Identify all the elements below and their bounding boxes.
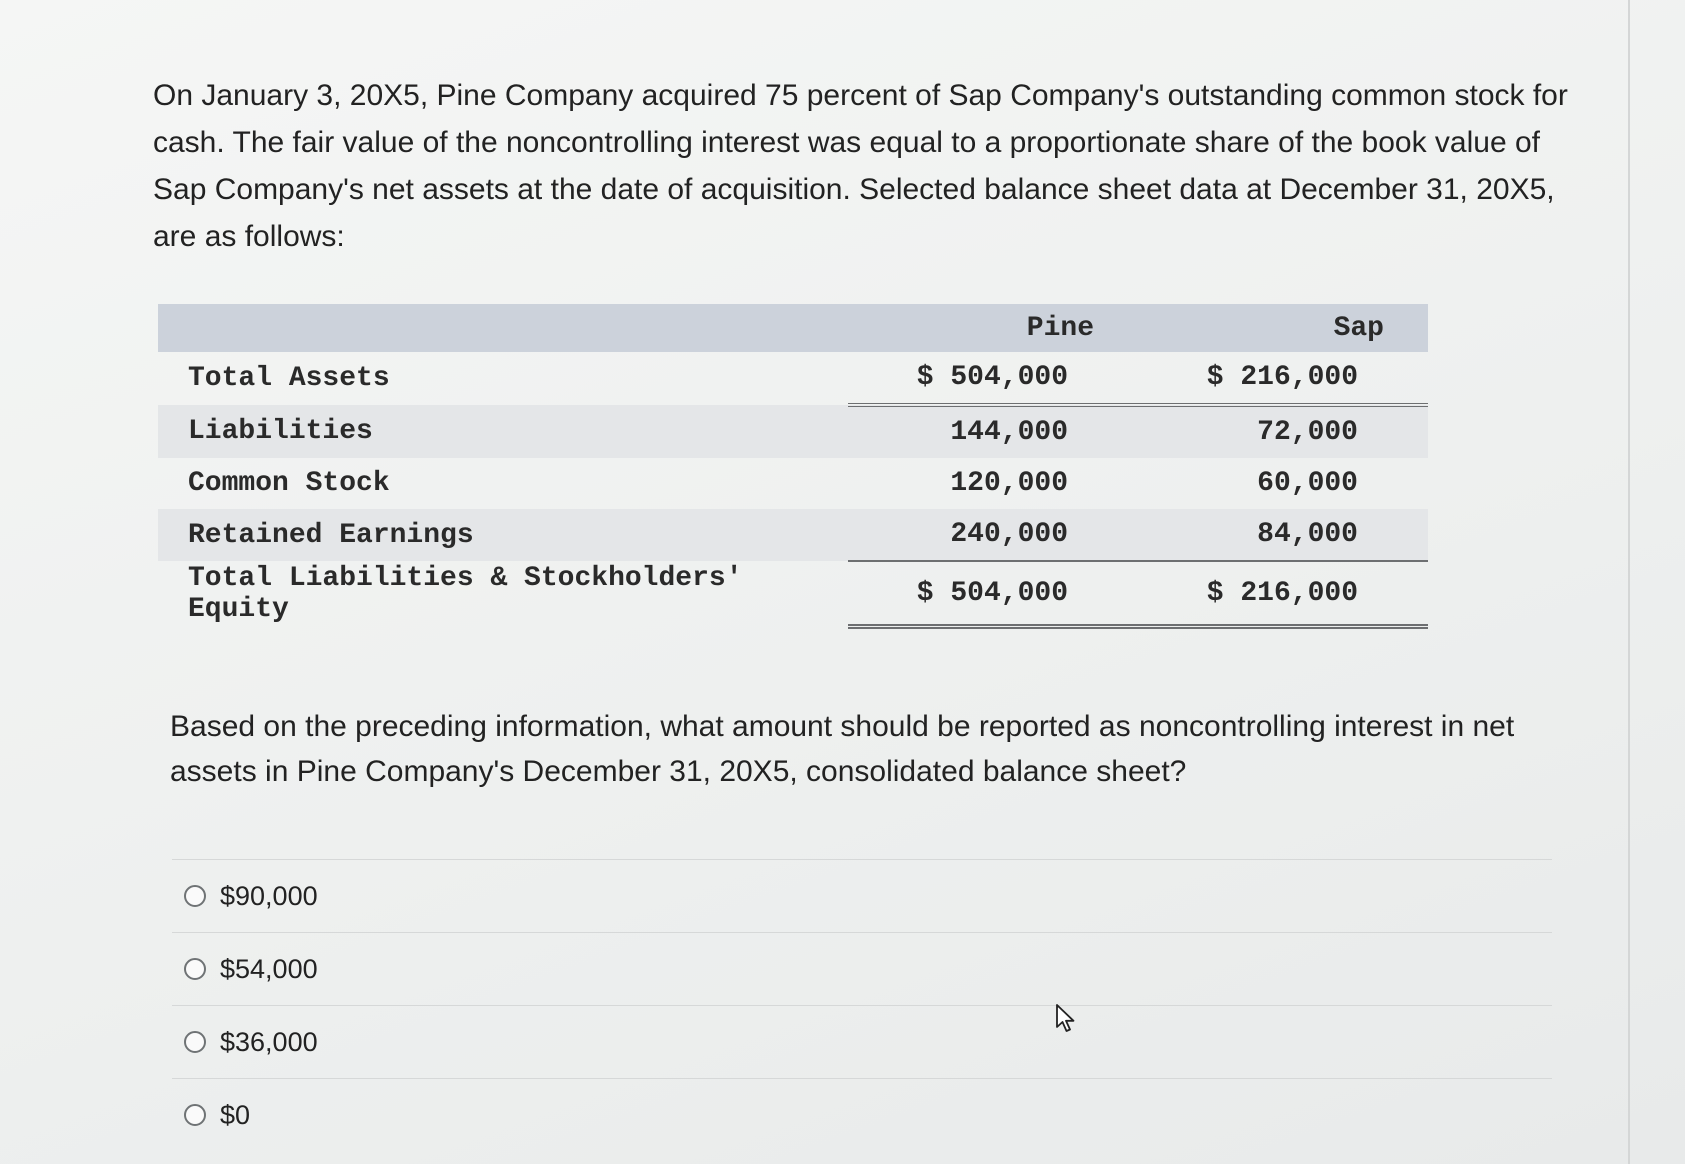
- sap-value: 84,000: [1138, 509, 1428, 561]
- header-label-cell: [158, 304, 848, 352]
- radio-button[interactable]: [184, 1104, 206, 1126]
- pine-value: 240,000: [848, 509, 1138, 561]
- row-label: Total Assets: [188, 363, 390, 394]
- sap-value: 72,000: [1138, 405, 1428, 458]
- row-label: Common Stock: [188, 468, 390, 499]
- question-intro: On January 3, 20X5, Pine Company acquired 75 percent of Sap Company's outstanding common stock for cash. The fair value of the noncontrolling interest was equal to a proportionate share of the book value of Sap Company's net assets at the date of acquisition. Selected balance sheet data at December 31, 20X5, are as follows:: [153, 79, 1568, 253]
- question-prompt: Based on the preceding information, what amount should be reported as noncontrolling interest in net assets in Pine Company's December 31, 20X5, consolidated balance sheet?: [170, 710, 1515, 788]
- pine-value: $ 504,000: [848, 561, 1138, 627]
- table-row-retained-earnings: [158, 509, 1428, 561]
- answer-label[interactable]: $36,000: [220, 1026, 318, 1057]
- row-label: Retained Earnings: [158, 509, 848, 561]
- pine-value: 144,000: [848, 405, 1138, 458]
- sap-value: $ 216,000: [1138, 561, 1428, 627]
- row-label: Liabilities: [158, 405, 848, 458]
- answer-label[interactable]: $54,000: [220, 953, 318, 984]
- pine-value: $ 504,000: [848, 352, 1138, 405]
- balance-sheet-table: [158, 304, 1428, 629]
- answer-label[interactable]: $90,000: [220, 880, 318, 911]
- radio-button[interactable]: [184, 1031, 206, 1053]
- answer-option-54000[interactable]: [172, 932, 1552, 1005]
- answer-option-0[interactable]: [172, 1078, 1552, 1151]
- pine-value: 120,000: [950, 468, 1068, 499]
- table-row-total-assets: [158, 352, 1428, 405]
- radio-button[interactable]: [184, 958, 206, 980]
- header-pine: Pine: [848, 304, 1138, 352]
- radio-button[interactable]: [184, 885, 206, 907]
- sap-value: $ 216,000: [1138, 352, 1428, 405]
- answer-options: [172, 859, 1552, 1151]
- page-right-border: [1628, 0, 1630, 1164]
- answer-option-90000[interactable]: [172, 859, 1552, 932]
- table-row-common-stock: [158, 458, 1428, 509]
- sap-value: 60,000: [1257, 468, 1358, 499]
- table-header-row: [158, 304, 1428, 352]
- answer-label[interactable]: $0: [220, 1099, 251, 1130]
- header-sap: Sap: [1138, 304, 1428, 352]
- table-row-liabilities: [158, 405, 1428, 458]
- mouse-pointer-icon: [1055, 1003, 1077, 1033]
- table-row-total-liabilities-equity: [158, 561, 1428, 627]
- row-label: Total Liabilities & Stockholders' Equity: [188, 562, 743, 625]
- answer-option-36000[interactable]: [172, 1005, 1552, 1078]
